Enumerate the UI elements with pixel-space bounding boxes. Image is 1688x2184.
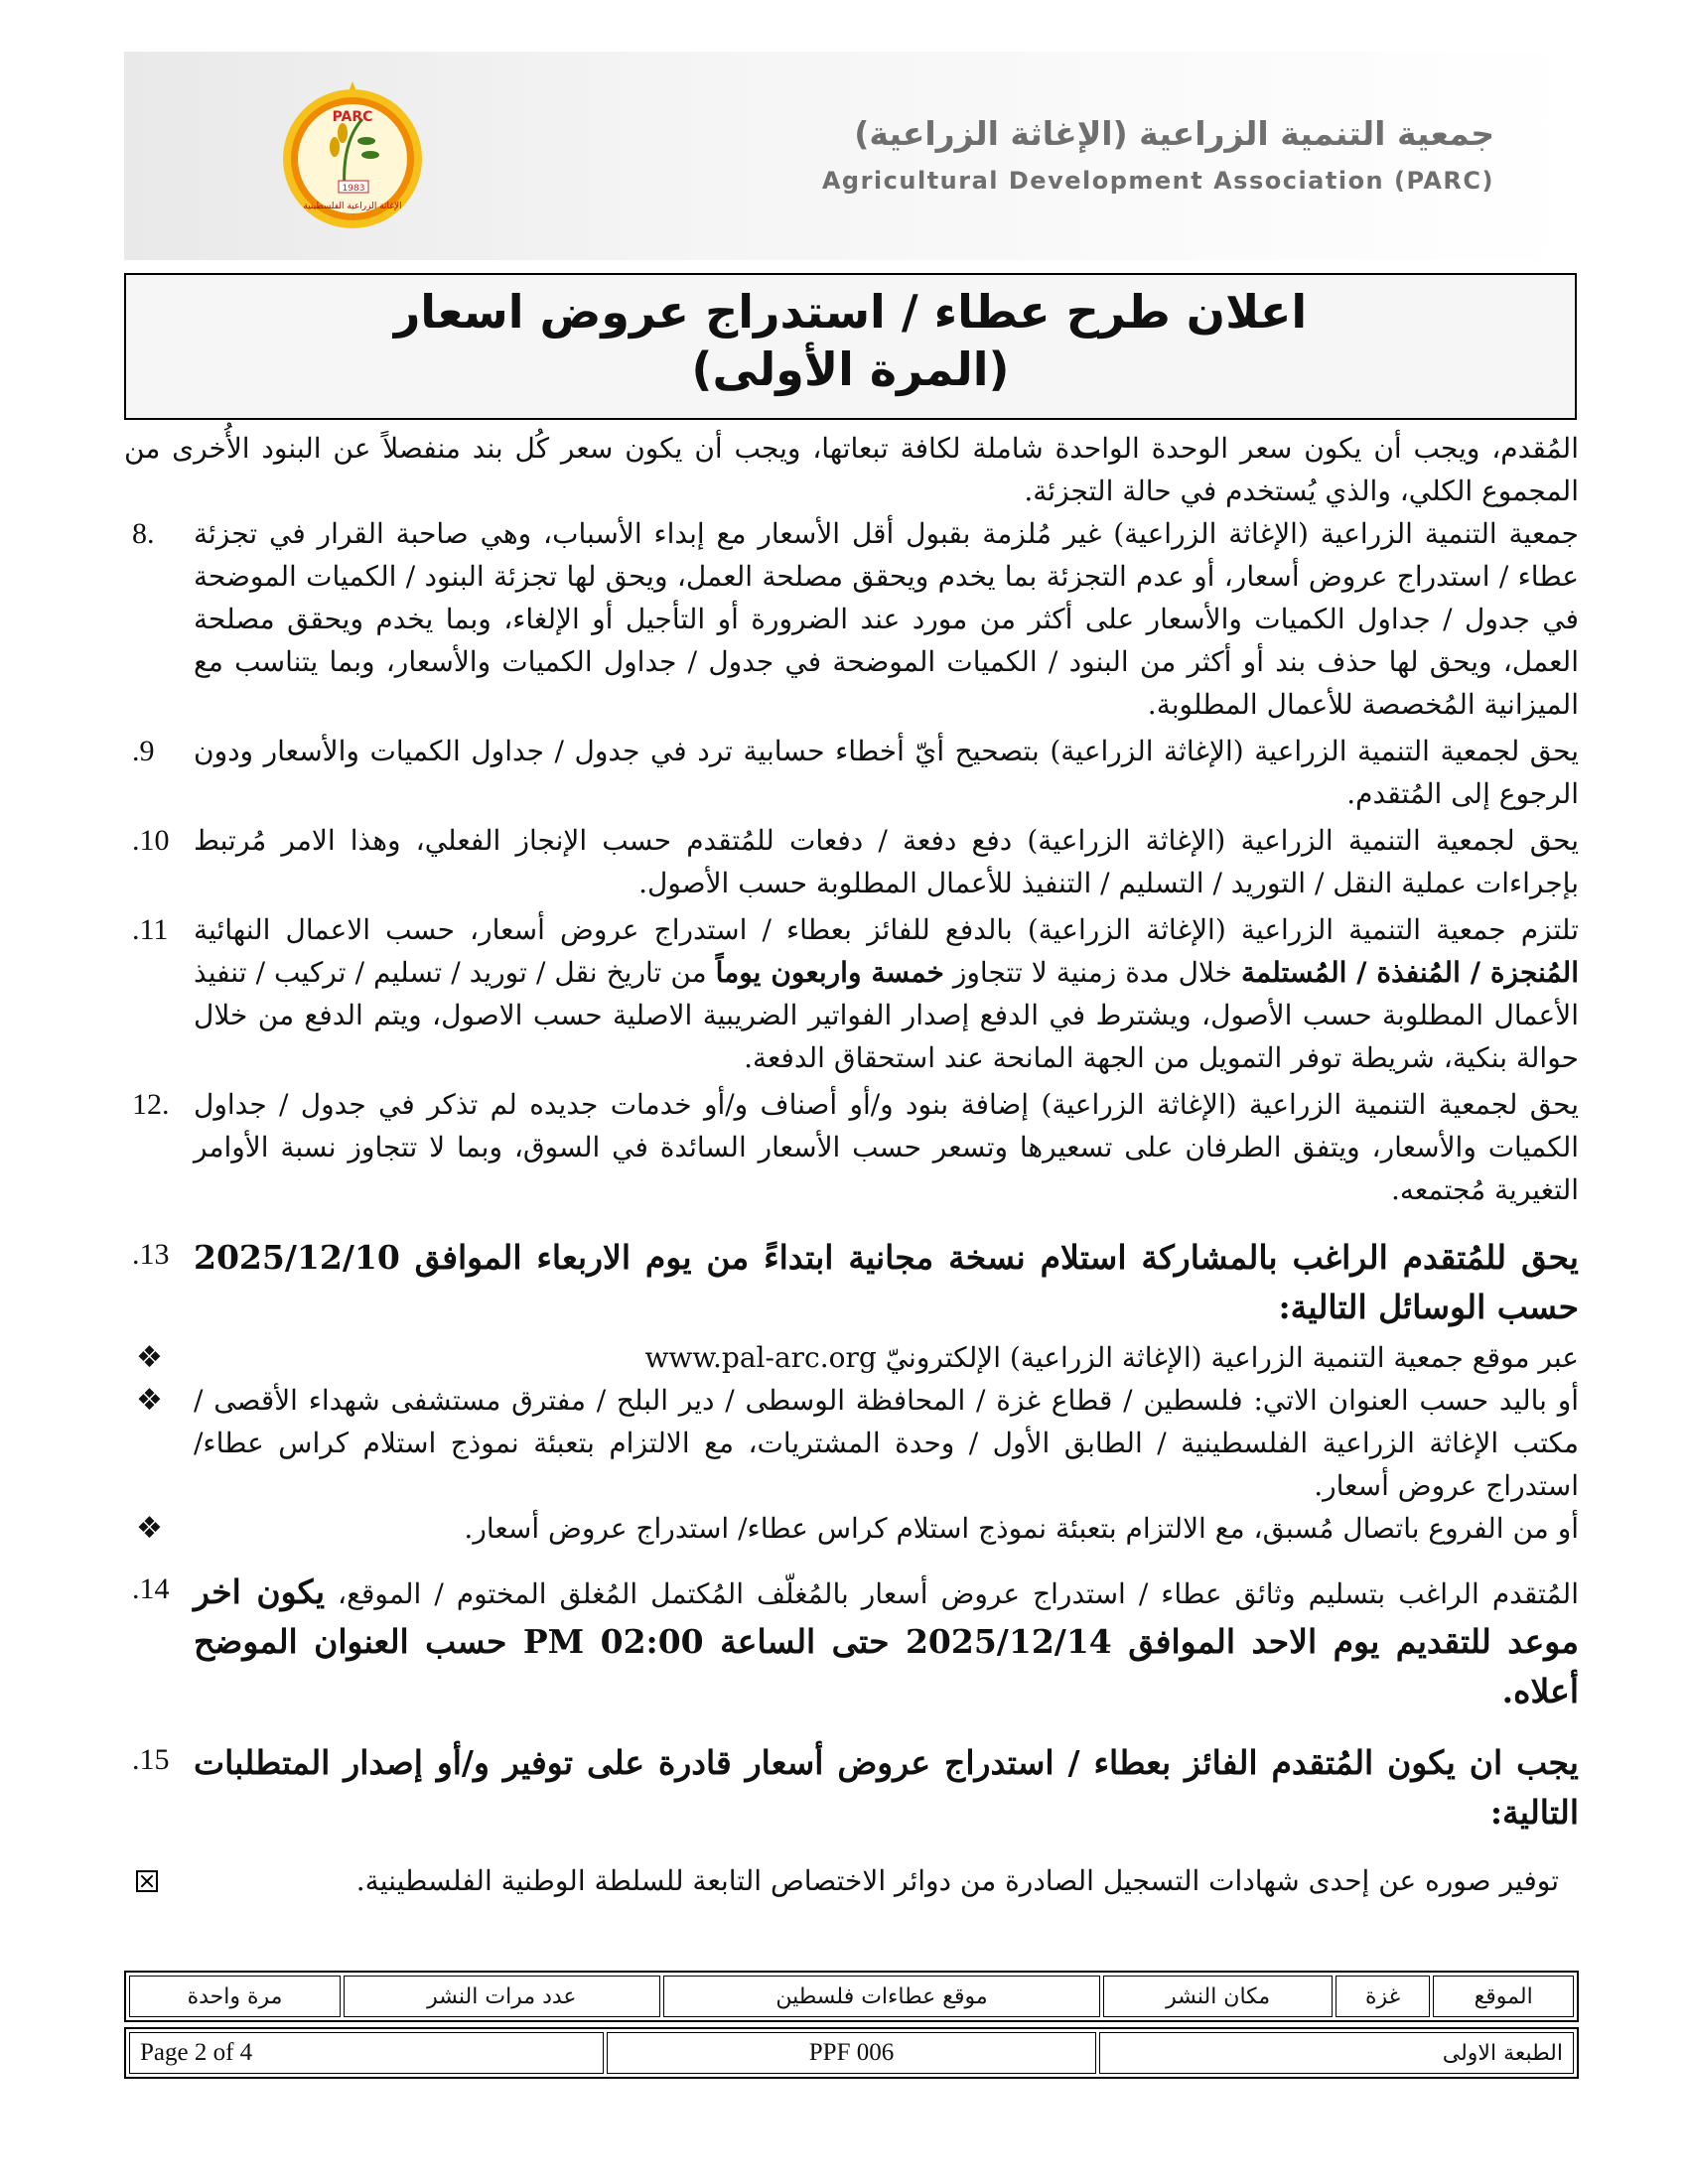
item-14-part-1: المُتقدم الراغب بتسليم وثائق عطاء / استدراج عروض أسعار بالمُغلّف المُكتمل المُغلق المختوم / الموقع، [325,1577,1579,1610]
org-name-english: Agricultural Development Association (PARC) [821,167,1494,195]
item-11-number: .11 [132,913,169,946]
org-name-arabic: جمعية التنمية الزراعية (الإغاثة الزراعية) [854,114,1494,153]
item-14-text [194,1568,1579,1716]
bullet-by-hand [124,1379,1579,1507]
item-12-number: 12. [132,1088,170,1121]
item-9 [124,730,1579,815]
diamond-bullet-icon: ❖ [136,1511,163,1546]
document-body [124,427,1579,1902]
title-line-1: اعلان طرح عطاء / استدراج عروض اسعار [393,285,1308,339]
checkbox-icon [124,1859,194,1902]
item-13-number: .13 [132,1238,170,1271]
item-10-number: .10 [132,824,170,857]
bullet-branches-text: أو من الفروع باتصال مُسبق، مع الالتزام بتعبئة نموذج استلام كراس عطاء/ استدراج عروض أسعار. [464,1512,1579,1545]
item-9-text: يحق لجمعية التنمية الزراعية (الإغاثة الزراعية) بتصحيح أيّ أخطاء حسابية ترد في جدول / جداول الكميات والأسعار ودون الرجوع إلى المُتقدم. [194,735,1579,810]
parc-logo [204,81,501,235]
svg-text:1983: 1983 [342,184,365,194]
svg-text:الإغاثة الزراعية الفلسطينية: الإغاثة الزراعية الفلسطينية [303,202,402,211]
document-footer-table [124,2027,1579,2079]
item-11-part-2: خلال مدة زمنية لا تتجاوز [943,956,1242,989]
bullet-branches [124,1507,1579,1550]
item-8-number: 8. [132,517,155,550]
item-13-text: يحق للمُتقدم الراغب بالمشاركة استلام نسخة مجانية ابتداءً من يوم الاربعاء الموافق 2025/12/10 حسب الوسائل التالية: [194,1238,1579,1326]
page-number: Page 2 of 4 [129,2032,604,2074]
item-12-text: يحق لجمعية التنمية الزراعية (الإغاثة الزراعية) إضافة بنود و/أو أصناف و/أو خدمات جديده لم تذكر في جدول / جداول الكميات والأسعار، ويتفق الطرفان على تسعيرها وتسعر حسب الأسعار السائدة في السوق، وبما لا تتجاوز نسبة الأوامر التغيرية مُجتمعه. [194,1088,1579,1206]
website-link[interactable]: www.pal-arc.org [644,1341,877,1374]
item-14 [124,1568,1579,1716]
item-11 [124,908,1579,1079]
form-code: PPF 006 [607,2032,1096,2074]
requirement-1-text: توفير صوره عن إحدى شهادات التسجيل الصادرة من دوائر الاختصاص التابعة للسلطة الوطنية الفلسطينية. [355,1864,1559,1897]
item-11-part-1: تلتزم جمعية التنمية الزراعية (الإغاثة الزراعية) بالدفع للفائز بعطاء / استدراج عروض أسعار، حسب الاعمال النهائية [194,913,1579,946]
publish-count-label: عدد مرات النشر [344,1976,660,2017]
intro-text: المُقدم، ويجب أن يكون سعر الوحدة الواحدة شاملة لكافة تبعاتها، ويجب أن يكون سعر كُل بند منفصلاً عن البنود الأُخرى من المجموع الكلي، والذي يُستخدم في حالة التجزئة. [124,432,1579,507]
item-15 [124,1738,1579,1838]
publish-place-value: موقع عطاءات فلسطين [663,1976,1101,2017]
publish-place-label: مكان النشر [1103,1976,1333,2017]
diamond-bullet-icon: ❖ [136,1383,163,1418]
item-11-bold-1: المُنجزة / المُنفذة / المُستلمة [1241,956,1579,989]
bullet-website [124,1336,1579,1379]
diamond-bullet-icon: ❖ [136,1340,163,1375]
bullet-website-text [194,1336,1579,1379]
item-13 [124,1233,1579,1332]
item-15-text: يجب ان يكون المُتقدم الفائز بعطاء / استدراج عروض أسعار قادرة على توفير و/أو إصدار المتطلبات التالية: [194,1743,1579,1832]
publication-info-table [124,1971,1579,2022]
intro-paragraph [124,427,1579,512]
item-13-bullets [124,1336,1579,1550]
item-10 [124,819,1579,904]
item-8 [124,512,1579,726]
publish-count-value: مرة واحدة [129,1976,341,2017]
item-8-text: جمعية التنمية الزراعية (الإغاثة الزراعية) غير مُلزمة بقبول أقل الأسعار مع إبداء الأسباب، وهي صاحبة القرار في تجزئة عطاء / استدراج عروض أسعار، أو عدم التجزئة بما يخدم ويحقق مصلحة العمل، ويحق لها تجزئة البنود / الكميات الموضحة في جدول / جداول الكميات والأسعار على أكثر من مورد عند الضرورة أو التأجيل أو الإلغاء، وبما يخدم ويحقق مصلحة العمل، ويحق لها حذف بند أو أكثر من البنود / الكميات الموضحة في جدول / جداول الكميات والأسعار، وبما يتناسب مع الميزانية المُخصصة للأعمال المطلوبة. [194,517,1579,721]
edition-label: الطبعة الاولى [1099,2032,1574,2074]
location-value: غزة [1336,1976,1430,2017]
location-label: الموقع [1433,1976,1574,2017]
item-10-text: يحق لجمعية التنمية الزراعية (الإغاثة الزراعية) دفع دفعة / دفعات للمُتقدم حسب الإنجاز الفعلي، وهذا الامر مُرتبط بإجراءات عملية النقل / التوريد / التسليم / التنفيذ للأعمال المطلوبة حسب الأصول. [194,824,1579,899]
bullet-website-label: عبر موقع جمعية التنمية الزراعية (الإغاثة الزراعية) الإلكترونيّ [885,1341,1579,1374]
item-15-number: .15 [132,1743,170,1776]
announcement-title-box [124,273,1577,420]
item-11-bold-2: خمسة واربعون يوماً [715,956,944,989]
item-12 [124,1083,1579,1211]
requirement-1 [124,1859,1579,1902]
item-14-number: .14 [132,1572,170,1605]
item-9-number: .9 [132,735,155,767]
svg-text:PARC: PARC [332,109,373,125]
item-11-part-3: من تاريخ نقل / توريد / تسليم / تركيب / تنفيذ الأعمال المطلوبة حسب الأصول، ويشترط في الدفع إصدار الفواتير الضريبية الاصلية حسب الاصول، ويتم الدفع من خلال حوالة بنكية، شريطة توفر التمويل من الجهة المانحة عند استحقاق الدفعة. [194,956,1579,1074]
item-11-text [194,908,1579,1079]
bullet-by-hand-text: أو باليد حسب العنوان الاتي: فلسطين / قطاع غزة / المحافظة الوسطى / دير البلح / مفترق مستشفى شهداء الأقصى / مكتب الإغاثة الزراعية الفلسطينية / الطابق الأول / وحدة المشتريات، مع الالتزام بتعبئة نموذج استلام كراس عطاء/ استدراج عروض أسعار. [194,1384,1579,1502]
title-line-2: (المرة الأولى) [691,342,1010,396]
item-14-deadline: يكون اخر موعد للتقديم يوم الاحد الموافق 2025/12/14 حتى الساعة PM 02:00 حسب العنوان الموضح أعلاه. [194,1572,1580,1710]
